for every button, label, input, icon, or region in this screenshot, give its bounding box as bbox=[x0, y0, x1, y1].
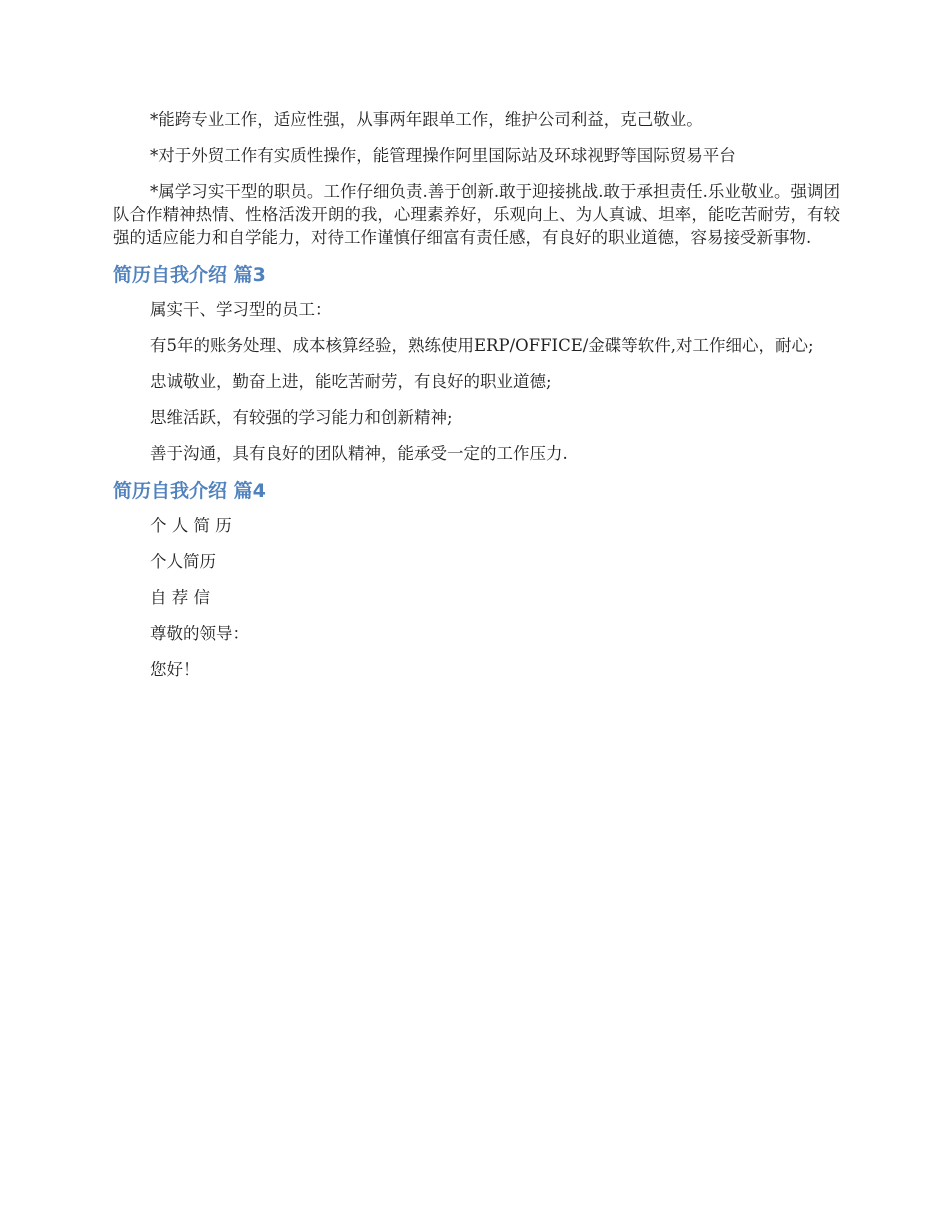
paragraph: *属学习实干型的职员。工作仔细负责.善于创新.敢于迎接挑战.敢于承担责任.乐业敬业。强调团队合作精神热情、性格活泼开朗的我，心理素养好，乐观向上、为人真诚、坦率，能吃苦耐劳，有较强的适应能力和自学能力，对待工作谨慎仔细富有责任感，有良好的职业道德，容易接受新事物. bbox=[113, 182, 840, 247]
paragraph: 个 人 简 历 bbox=[150, 516, 232, 535]
paragraph: 自 荐 信 bbox=[150, 588, 210, 607]
paragraph: 善于沟通，具有良好的团队精神，能承受一定的工作压力. bbox=[150, 444, 568, 463]
paragraph: *对于外贸工作有实质性操作，能管理操作阿里国际站及环球视野等国际贸易平台 bbox=[150, 146, 736, 165]
paragraph: *能跨专业工作，适应性强，从事两年跟单工作，维护公司利益，克己敬业。 bbox=[150, 110, 703, 129]
paragraph: 思维活跃，有较强的学习能力和创新精神; bbox=[150, 408, 453, 427]
paragraph: 忠诚敬业，勤奋上进，能吃苦耐劳，有良好的职业道德; bbox=[150, 372, 552, 391]
paragraph: 有5年的账务处理、成本核算经验，熟练使用ERP/OFFICE/金碟等软件,对工作细心，耐心; bbox=[150, 336, 814, 355]
paragraph: 个人简历 bbox=[150, 552, 216, 571]
paragraph: 尊敬的领导： bbox=[150, 624, 249, 643]
paragraph: 您好！ bbox=[150, 660, 200, 679]
section-heading-4: 简历自我介绍 篇4 bbox=[113, 480, 266, 502]
document-body bbox=[113, 108, 840, 694]
paragraph: 属实干、学习型的员工： bbox=[150, 300, 332, 319]
section-heading-3: 简历自我介绍 篇3 bbox=[113, 264, 266, 286]
